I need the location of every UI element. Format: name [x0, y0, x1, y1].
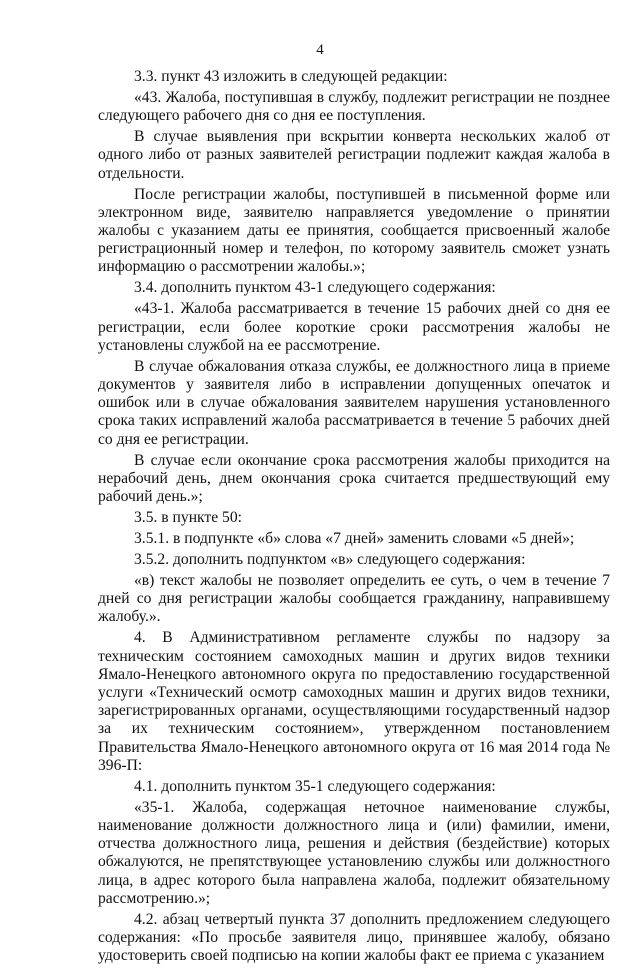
- paragraph: В случае выявления при вскрытии конверта нескольких жалоб от одного либо от разных заявителей регистрации подлежит каждая жалоба в отдельности.: [98, 128, 610, 182]
- paragraph: После регистрации жалобы, поступившей в письменной форме или электронном виде, заявителю направляется уведомление о принятии жалобы с указанием даты ее принятия, сообщается присвоенный жалобе регистрационный номер и телефон, по которому заявитель сможет узнать информацию о рассмотрении жалобы.»;: [98, 185, 610, 276]
- paragraph: В случае обжалования отказа службы, ее должностного лица в приеме документов у заявителя либо в исправлении допущенных опечаток и ошибок или в случае обжалования заявителем нарушения установленного срока таких исправлений жалоба рассматривается в течение 5 рабочих дней со дня ее регистрации.: [98, 357, 610, 448]
- paragraph: 3.5.1. в подпункте «б» слова «7 дней» заменить словами «5 дней»;: [134, 530, 575, 548]
- paragraph: 4.2. абзац четвертый пункта 37 дополнить предложением следующего содержания: «По просьбе заявителя лицо, принявшее жалобу, обязано удостоверить своей подписью на копии жалобы факт ее приема с указанием: [98, 910, 610, 965]
- paragraph: 4.1. дополнить пунктом 35-1 следующего содержания:: [134, 777, 496, 795]
- paragraph: «43-1. Жалоба рассматривается в течение 15 рабочих дней со дня ее регистрации, если более короткие сроки рассмотрения жалобы не установлены службой на ее рассмотрение.: [98, 300, 610, 354]
- page-number: 4: [316, 42, 324, 58]
- paragraph: В случае если окончание срока рассмотрения жалобы приходится на нерабочий день, днем окончания срока считается предшествующий ему рабочий день.»;: [98, 451, 610, 506]
- paragraph: 3.3. пункт 43 изложить в следующей редакции:: [134, 68, 448, 85]
- document-body: [98, 68, 610, 968]
- paragraph: 3.4. дополнить пунктом 43-1 следующего содержания:: [134, 279, 496, 297]
- paragraph: 4. В Административном регламенте службы по надзору за техническим состоянием самоходных машин и других видов техники Ямало-Ненецкого автономного округа по предоставлению государственной услуги «Технический осмотр самоходных машин и других видов техники, зарегистрированных органами, осуществляющими государственный надзор за их техническим состоянием», утвержденном постановлением Правительства Ямало-Ненецкого автономного округа от 16 мая 2014 года № 396-П:: [98, 629, 610, 774]
- paragraph: «35-1. Жалоба, содержащая неточное наименование службы, наименование должности должностного лица и (или) фамилии, имени, отчества должностного лица, решения и действия (бездействие) которых обжалуются, не препятствующее установлению службы или должностного лица, в адрес которого была направлена жалоба, подлежит обязательному рассмотрению.»;: [98, 798, 610, 907]
- paragraph: «43. Жалоба, поступившая в службу, подлежит регистрации не позднее следующего рабочего дня со дня ее поступления.: [98, 89, 610, 125]
- paragraph: «в) текст жалобы не позволяет определить ее суть, о чем в течение 7 дней со дня регистрации жалобы сообщается гражданину, направившему жалобу.».: [98, 572, 610, 626]
- paragraph: 3.5. в пункте 50:: [134, 509, 242, 527]
- paragraph: 3.5.2. дополнить подпунктом «в» следующего содержания:: [134, 551, 526, 569]
